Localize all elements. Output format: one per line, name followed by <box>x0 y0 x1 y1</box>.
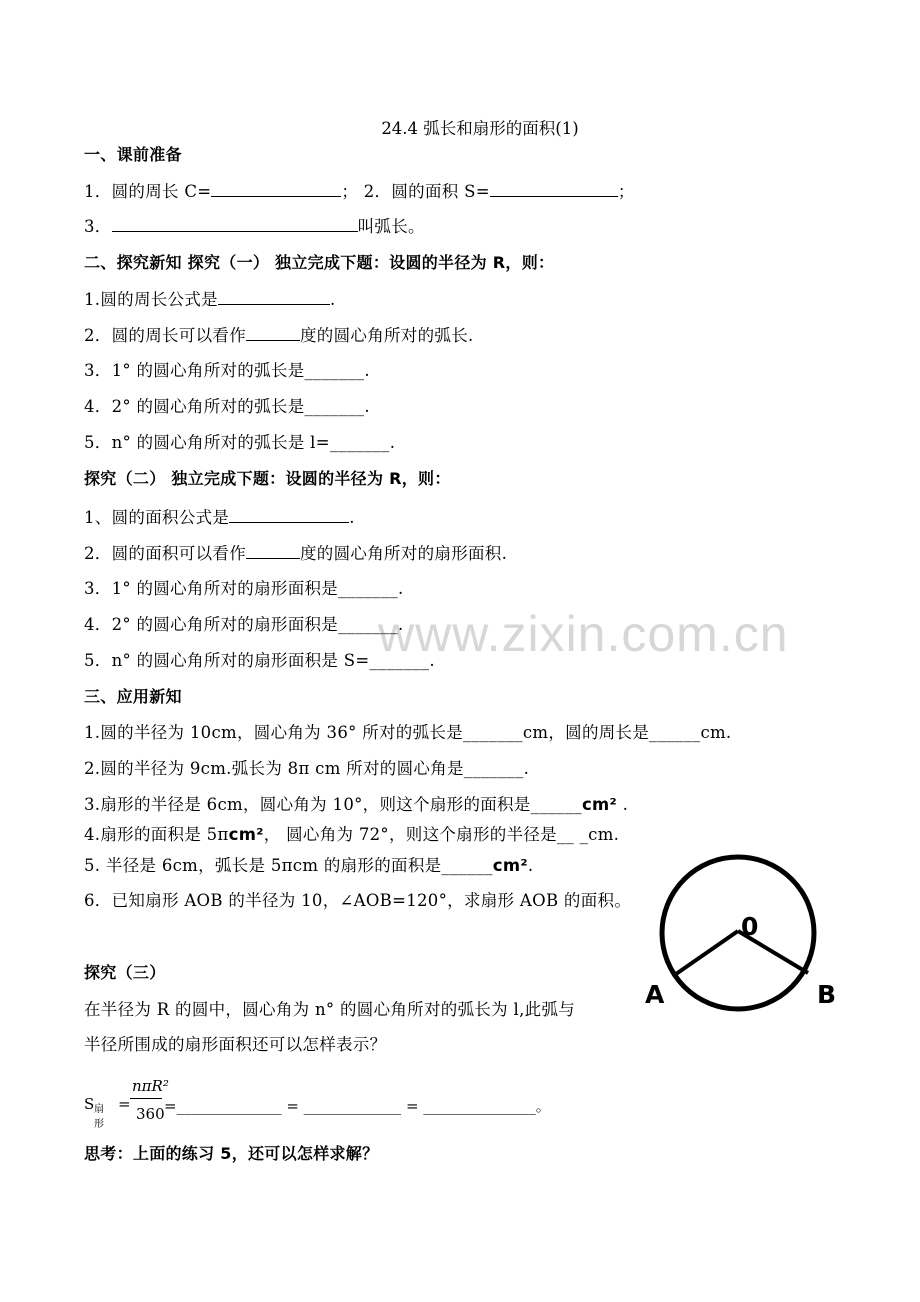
formula-s: S <box>84 1095 95 1113</box>
a5a: 5. 半径是 6cm，弧长是 5πcm 的扇形的面积是______ <box>84 856 493 875</box>
a4-unit: cm² <box>228 825 264 844</box>
a3c: . <box>617 795 629 814</box>
label-b: B <box>817 980 837 1009</box>
e3-text-1: 在半径为 R 的圆中，圆心角为 n° 的圆心角所对的弧长为 l,此弧与 <box>84 1000 576 1019</box>
p2b: 度的圆心角所对的扇形面积. <box>300 544 508 563</box>
p1 <box>84 507 355 528</box>
a1: 1.圆的半径为 10cm，圆心角为 36° 所对的弧长是_______cm，圆的周长是______cm. <box>84 723 732 742</box>
label-center: 0 <box>741 912 759 941</box>
p2 <box>84 543 507 564</box>
p3: 3．1° 的圆心角所对的扇形面积是_______. <box>84 579 404 598</box>
a6: 6．已知扇形 AOB 的半径为 10，∠AOB=120°，求扇形 AOB 的面积。 <box>84 891 632 910</box>
prep-1a: 1．圆的周长 C= <box>84 182 212 201</box>
blank[interactable] <box>246 325 300 341</box>
q2a: 2．圆的周长可以看作 <box>84 326 246 345</box>
sector-figure <box>640 843 860 1023</box>
a4a: 4.扇形的面积是 5π <box>84 825 229 844</box>
p4: 4．2° 的圆心角所对的扇形面积是_______. <box>84 615 404 634</box>
a2: 2.圆的半径为 9cm.弧长为 8π cm 所对的圆心角是_______. <box>84 759 530 778</box>
prep-2a: 3． <box>84 217 112 236</box>
fraction-bar <box>130 1098 162 1099</box>
explore2-heading: 探究（二） 独立完成下题：设圆的半径为 R，则： <box>84 469 451 488</box>
think-question: 思考：上面的练习 5，还可以怎样求解？ <box>84 1144 379 1163</box>
blank[interactable] <box>246 543 300 559</box>
label-a: A <box>645 980 665 1009</box>
q1 <box>84 289 336 310</box>
prep-1b: ； 2．圆的面积 S= <box>341 182 490 201</box>
blank[interactable] <box>112 216 358 232</box>
a5c: . <box>527 856 534 875</box>
p2a: 2．圆的面积可以看作 <box>84 544 246 563</box>
watermark: www.zixin.com.cn <box>378 606 789 662</box>
p5: 5．n° 的圆心角所对的扇形面积是 S=_______. <box>84 651 435 670</box>
a4c: ， 圆心角为 72°，则这个扇形的半径是__ _cm. <box>263 825 620 844</box>
formula-eq: = <box>118 1095 131 1113</box>
formula-tail: =______________ = _____________ = _______________。 <box>164 1097 551 1115</box>
formula-numerator: nπR² <box>132 1077 169 1095</box>
q1a: 1.圆的周长公式是 <box>84 290 218 309</box>
formula-denominator: 360 <box>136 1105 165 1123</box>
section3-heading: 三、应用新知 <box>84 687 182 706</box>
prep-2b: 叫弧长。 <box>357 217 425 236</box>
prep-1c: ； <box>617 182 635 201</box>
section2-heading: 二、探究新知 探究（一） 独立完成下题：设圆的半径为 R，则： <box>84 253 555 272</box>
formula-sub: 扇形 <box>94 1104 104 1130</box>
blank[interactable] <box>490 181 618 197</box>
e3-text-2: 半径所围成的扇形面积还可以怎样表示？ <box>84 1035 387 1054</box>
q1b: . <box>329 290 336 309</box>
a3 <box>84 795 628 815</box>
a3a: 3.扇形的半径是 6cm，圆心角为 10°，则这个扇形的面积是______ <box>84 795 582 814</box>
q2 <box>84 325 474 346</box>
explore3-heading: 探究（三） <box>84 963 166 982</box>
a5-unit: cm² <box>492 856 528 875</box>
q4: 4．2° 的圆心角所对的弧长是_______. <box>84 397 370 416</box>
page-title: 24.4 弧长和扇形的面积(1) <box>381 119 579 138</box>
section1-heading: 一、课前准备 <box>84 145 182 164</box>
p1b: . <box>349 508 355 527</box>
a5 <box>84 856 533 876</box>
prep-line-1 <box>84 181 635 202</box>
blank[interactable] <box>229 507 349 523</box>
blank[interactable] <box>218 289 330 305</box>
q3: 3．1° 的圆心角所对的弧长是_______. <box>84 361 370 380</box>
blank[interactable] <box>211 181 341 197</box>
q5: 5．n° 的圆心角所对的弧长是 l=_______. <box>84 433 396 452</box>
radius-oa <box>676 931 738 974</box>
q2b: 度的圆心角所对的弧长. <box>300 326 474 345</box>
p1a: 1、圆的面积公式是 <box>84 508 230 527</box>
prep-line-2 <box>84 216 425 237</box>
a3-unit: cm² <box>581 795 618 814</box>
a4 <box>84 825 619 845</box>
